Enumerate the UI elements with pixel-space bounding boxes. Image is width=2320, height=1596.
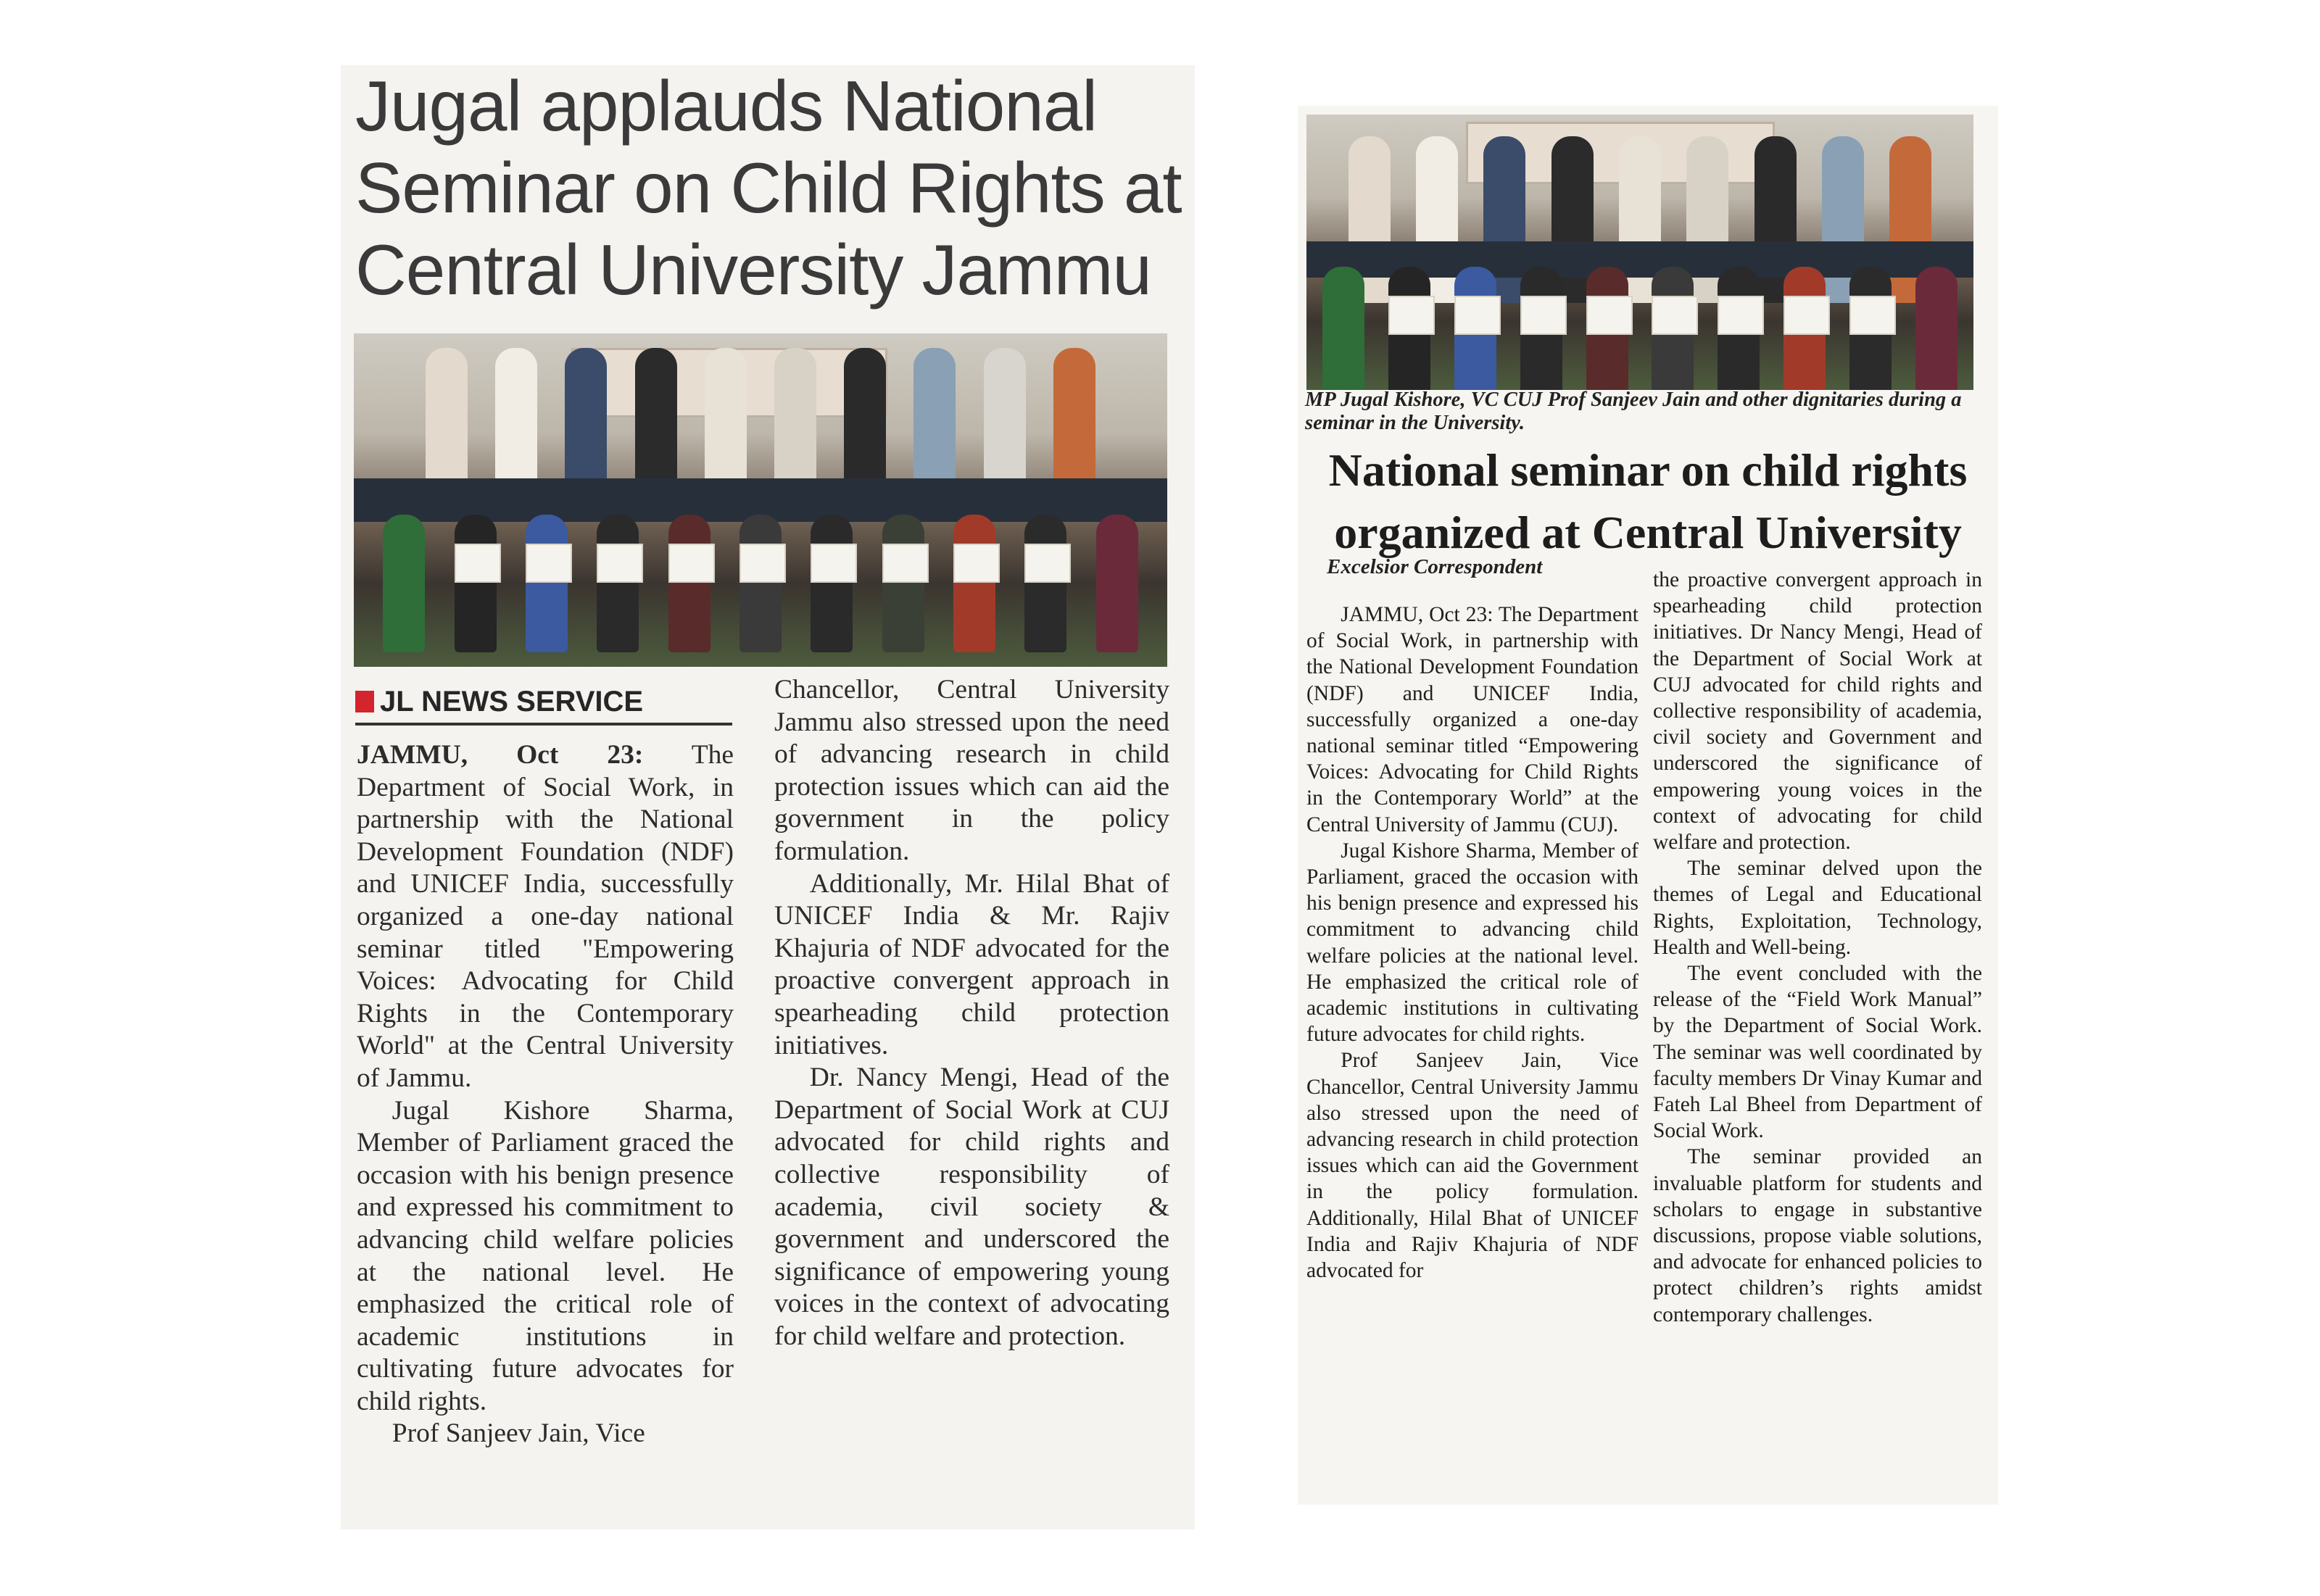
article1-paragraph: Chancellor, Central University Jammu also stressed upon the need of advancing research in child protection issues which can aid the government in the policy formulation. [774,675,1169,866]
article2-paragraph: The seminar provided an invaluable platform for students and scholars to engage in substantive discussions, propose viable solutions, and advocate for enhanced policies to protect children’s rights amidst contemporary challenges. [1653,1145,1982,1326]
photo-caption: MP Jugal Kishore, VC CUJ Prof Sanjeev Jain and other dignitaries during a seminar in the University. [1305,388,1962,434]
headline-1: Jugal applauds National Seminar on Child Rights at Central University Jammu [355,66,1182,309]
front-row-people [354,515,1167,652]
article2-paragraph: The seminar delved upon the themes of Legal and Educational Rights, Exploitation, Technology, Health and Well-being. [1653,857,1982,959]
byline: Excelsior Correspondent [1327,555,1543,578]
article1-paragraph: Dr. Nancy Mengi, Head of the Department of Social Work at CUJ advocated for child rights and collective responsibility of academia, civil society & government and underscored the significance of empowering young voices in the context of advocating for child welfare and protection. [774,1063,1169,1351]
front-row-people [1306,267,1973,390]
article2-paragraph: Jugal Kishore Sharma, Member of Parliament, graced the occasion with his benign presence and expressed his commitment to advancing child welfare policies at the national level. He emphasized the critical role of academic institutions in cultivating future advocates for child rights. [1306,839,1638,1047]
article2-paragraph: JAMMU, Oct 23: The Department of Social Work, in partnership with the National Development Foundation (NDF) and UNICEF India, successfully organized a one-day national seminar titled “Empowering Voices: Advocating for Child Rights in the Contemporary World” at the Central University of Jammu (CUJ). [1306,603,1638,836]
article2-column-2 [1653,567,1982,1328]
seminar-photo-2 [1306,115,1973,390]
dateline: JAMMU, Oct 23: [357,740,644,770]
headline-2: National seminar on child rights organized at Central University [1328,444,1968,558]
article1-column-1 [357,739,734,1450]
article1-paragraph: Additionally, Mr. Hilal Bhat of UNICEF India & Mr. Rajiv Khajuria of NDF advocated for the proactive convergent approach in spearheading child protection initiatives. [774,868,1169,1060]
article2-paragraph: Prof Sanjeev Jain, Vice Chancellor, Central University Jammu also stressed upon the need of advancing research in child protection issues which can aid the Government in the policy formulation. Additionally, Hilal Bhat of UNICEF India and Rajiv Khajuria of NDF advocated for [1306,1049,1638,1283]
news-clipping-excelsior [1298,106,1998,1505]
article1-paragraph: Prof Sanjeev Jain, Vice [392,1418,645,1449]
red-square-icon [355,691,374,712]
article2-paragraph: the proactive convergent approach in spearheading child protection initiatives. Dr Nancy Mengi, Head of the Department of Social Work at CUJ advocated for child rights and collective responsibility of academia, civil society and Government and underscored the significance of empowering young voices in the context of advocating for child welfare and protection. [1653,568,1982,855]
news-clipping-jl [341,65,1195,1529]
article1-column-2 [774,674,1169,1352]
article1-paragraph: JAMMU, Oct 23: The Department of Social Work, in partnership with the National Development Foundation (NDF) and UNICEF India, successfully organized a one-day national seminar titled "Empowering Voices: Advocating for Child Rights in the Contemporary World" at the Central University of Jammu. [357,740,734,1093]
article2-column-1 [1306,602,1638,1284]
news-service-label: JL NEWS SERVICE [355,686,732,726]
article1-paragraph: Jugal Kishore Sharma, Member of Parliament graced the occasion with his benign presence and expressed his commitment to advancing child welfare policies at the national level. He emphasized the critical role of academic institutions in cultivating future advocates for child rights. [357,1095,734,1416]
seminar-photo-1 [354,333,1167,667]
article2-paragraph: The event concluded with the release of the “Field Work Manual” by the Department of Social Work. The seminar was well coordinated by faculty members Dr Vinay Kumar and Fateh Lal Bheel from Department of Social Work. [1653,962,1982,1143]
